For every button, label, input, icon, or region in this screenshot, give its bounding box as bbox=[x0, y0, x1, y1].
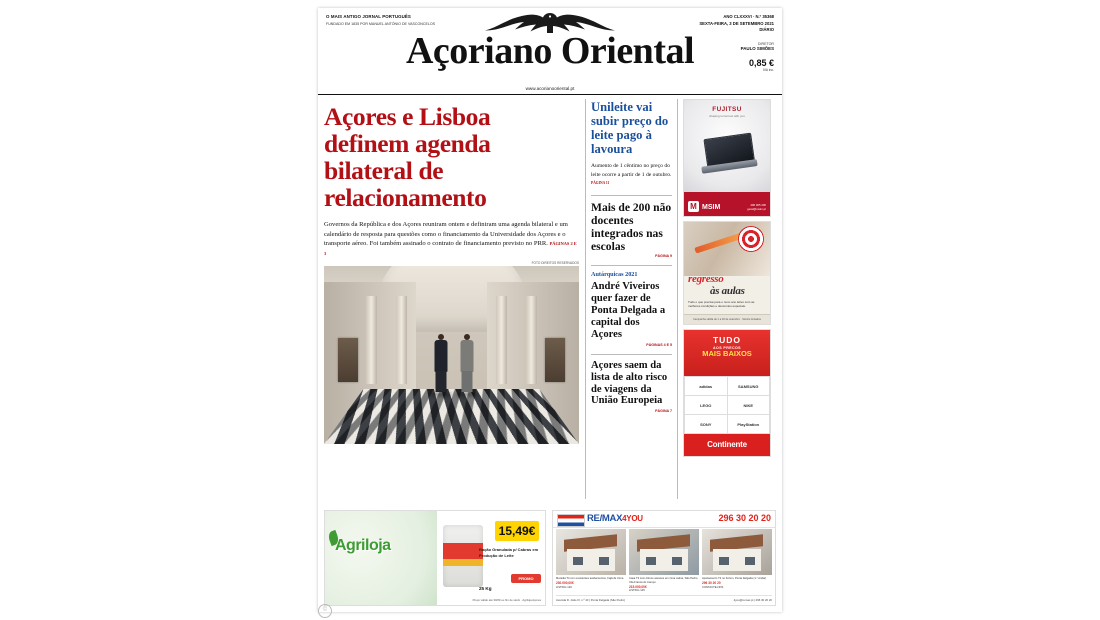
lead-standfirst bbox=[324, 220, 579, 258]
msim-name: MSIM bbox=[702, 204, 721, 211]
ad-regresso-footer: Campanha válida de 1 a 30 de setembro · Stocks limitados bbox=[684, 314, 770, 324]
story-unileite-headline[interactable]: Unileite vai subir preço do leite pago à lavoura bbox=[591, 100, 669, 156]
listing-3-price: 296 30 20 20 bbox=[702, 580, 721, 585]
target-icon bbox=[738, 226, 764, 252]
brand-cell: SAMSUNG bbox=[728, 377, 770, 395]
listing-1 bbox=[556, 577, 626, 593]
fujitsu-brand: FUJITSU bbox=[712, 106, 742, 113]
director-label: DIRETOR bbox=[757, 42, 774, 46]
remax-phone[interactable]: 296 30 20 20 bbox=[718, 513, 771, 523]
pillar bbox=[396, 296, 407, 384]
remax-brand-suffix: 4YOU bbox=[622, 514, 643, 523]
ad-remax[interactable] bbox=[552, 510, 776, 606]
copyright-mark: © bbox=[318, 604, 332, 618]
masthead-year: ANO CLXXXVI · N.º 35368 bbox=[723, 14, 774, 19]
remax-logo-icon bbox=[557, 514, 585, 527]
fujitsu-tagline: shaping tomorrow with you bbox=[709, 114, 745, 118]
ad-regresso-title-2: às aulas bbox=[710, 285, 745, 297]
remax-brand bbox=[587, 513, 643, 524]
ad-continente-logo: Continente bbox=[684, 434, 770, 456]
brand-cell: PlayStation bbox=[728, 415, 770, 433]
property-photo bbox=[702, 529, 772, 575]
ad-continente-brand-grid bbox=[684, 376, 770, 434]
property-photo bbox=[556, 529, 626, 575]
photo-credit: FOTO DIREITOS RESERVADOS bbox=[531, 261, 579, 266]
ad-regresso-title bbox=[688, 274, 766, 297]
ad-continente[interactable] bbox=[683, 329, 771, 457]
director-name: PAULO SIMÕES bbox=[740, 46, 774, 51]
story-docentes-headline[interactable]: Mais de 200 não docentes integrados nas escolas bbox=[591, 200, 672, 253]
ad-agriloja[interactable] bbox=[324, 510, 546, 606]
agriloja-price: 15,49€ bbox=[495, 521, 539, 541]
property-photo bbox=[629, 529, 699, 575]
ad-agriloja-bg bbox=[325, 511, 437, 605]
agriloja-tag: PROMO bbox=[511, 574, 541, 583]
brand-cell: SONY bbox=[685, 415, 727, 433]
listing-3 bbox=[702, 577, 772, 593]
newspaper-front-page bbox=[318, 8, 782, 612]
pencil-icon bbox=[694, 232, 743, 253]
pillar bbox=[496, 296, 507, 384]
secondary-stories-column bbox=[586, 99, 678, 499]
brand-cell: adidas bbox=[685, 377, 727, 395]
masthead-left-info bbox=[326, 14, 436, 27]
ad-regresso-photo bbox=[684, 222, 770, 276]
msim-dealer bbox=[688, 201, 720, 212]
ad-regresso-title-1: regresso bbox=[688, 273, 724, 285]
ad-continente-line3: MAIS BAIXOS bbox=[702, 348, 752, 358]
story-autarquicas-kicker: Autárquicas 2021 bbox=[591, 271, 638, 279]
remax-listing-photos bbox=[556, 529, 772, 575]
remax-address: Avenida D. João IV, n.º 43 | Ponta Delgada (São Pedro) bbox=[556, 598, 626, 602]
listing-3-ref: CONTACTE-NOS bbox=[702, 585, 724, 589]
feed-bag-image bbox=[443, 525, 483, 587]
agriloja-footer: Preço válido até 30/09 ou fim de stock · Agriloja Açores bbox=[472, 598, 541, 602]
ad-remax-header bbox=[553, 511, 775, 528]
masthead bbox=[318, 8, 782, 95]
listing-1-price: 230.000,00€ bbox=[556, 580, 574, 585]
msim-initial: M bbox=[688, 201, 699, 212]
advertising-column bbox=[678, 99, 776, 499]
cover-price-note: IVA inc. bbox=[762, 68, 774, 72]
ad-regresso-subtitle: Tudo o que precisa para o novo ano letivo com as melhores condições e descontos especiais. bbox=[688, 300, 755, 309]
ad-continente-line2: AOS PRECOS bbox=[713, 345, 741, 350]
lead-headline[interactable]: Açores e Lisboa definem agenda bilateral de relacionamento bbox=[324, 102, 491, 213]
remax-email[interactable]: 4you@remax.pt | 296 30 20 20 bbox=[733, 598, 772, 602]
ad-fujitsu-footer bbox=[684, 192, 770, 216]
listing-1-desc: Moradia T4 com excelentes acabamentos, Fajã de Cima bbox=[556, 577, 624, 580]
pillar bbox=[366, 296, 377, 384]
checkered-floor-overlay bbox=[324, 389, 579, 444]
listing-2 bbox=[629, 577, 699, 593]
brand-cell: NIKE bbox=[728, 396, 770, 414]
story-unileite-lede-text: Aumento de 1 cêntimo no preço do leite ocorre a partir de 1 de outubro. bbox=[591, 163, 672, 178]
msim-contact bbox=[747, 203, 766, 211]
story-unileite-lede bbox=[591, 162, 672, 187]
remax-listing-details bbox=[556, 577, 772, 593]
cover-price: 0,85 € bbox=[748, 58, 774, 68]
listing-2-ref: LISTING 145 bbox=[629, 589, 645, 593]
agriloja-product: Ração Granulada p/ Cabras em Produção de Leite bbox=[479, 547, 539, 558]
ad-fujitsu-photo bbox=[684, 100, 770, 192]
masthead-founded: FUNDADO EM 1835 POR MANUEL ANTÓNIO DE VASCONCELOS bbox=[326, 21, 436, 26]
msim-email: geral@msim.pt bbox=[747, 206, 766, 211]
door bbox=[545, 338, 565, 382]
lead-page-ref: PÁGINAS 2 E 3 bbox=[324, 241, 577, 256]
story-autarquicas-page-ref: PÁGINAS 4 E 5 bbox=[646, 342, 672, 347]
agriloja-brand: Agriloja bbox=[335, 537, 391, 554]
lead-standfirst-text: Governos da República e dos Açores reuniram ontem e definiram uma agenda bilateral e um calendário de resposta para questões como o financiamento da Universidade dos Açores e o transporte aéreo. Foi também assinado o contrato de financiamento previsto no PRR. bbox=[324, 221, 568, 248]
story-autarquicas-headline[interactable]: André Viveiros quer fazer de Ponta Delgada a capital dos Açores bbox=[591, 281, 666, 340]
lead-photo bbox=[324, 266, 579, 444]
masthead-date: SEXTA-FEIRA, 3 DE SETEMBRO 2021 bbox=[699, 20, 774, 26]
website-url[interactable]: www.acorianooriental.pt bbox=[525, 86, 575, 91]
listing-1-ref: LISTING 129 bbox=[556, 585, 572, 589]
paper-title-wrap bbox=[318, 32, 782, 70]
ad-fujitsu[interactable] bbox=[683, 99, 771, 217]
person-figure bbox=[458, 334, 476, 392]
front-page-columns bbox=[318, 95, 782, 499]
masthead-tagline: O MAIS ANTIGO JORNAL PORTUGUÊS bbox=[326, 14, 411, 19]
divider bbox=[591, 195, 672, 196]
brand-cell: LEGO bbox=[685, 396, 727, 414]
ad-remax-footer bbox=[556, 595, 772, 604]
agriloja-weight: 25 Kg bbox=[479, 586, 492, 591]
listing-2-desc: Casa T3 com ótimos acessos em zona calma, São Pedro, Vila Franca do Campo bbox=[629, 577, 699, 584]
bottom-advert-strip bbox=[324, 510, 776, 606]
ad-regresso-as-aulas[interactable] bbox=[683, 221, 771, 325]
story-unileite-page-ref: PÁGINA 11 bbox=[591, 181, 610, 186]
story-docentes-page-ref: PÁGINA 9 bbox=[655, 254, 672, 259]
msim-phone: 296 305 200 bbox=[750, 202, 766, 207]
listing-2-price: 215.000,00€ bbox=[629, 584, 647, 589]
page-title: Açoriano Oriental bbox=[405, 30, 695, 72]
pillar bbox=[526, 296, 537, 384]
ad-continente-line1: TUDO bbox=[712, 335, 742, 345]
masthead-edition: DIÁRIO bbox=[759, 27, 774, 32]
remax-brand-text: RE/MAX bbox=[587, 513, 623, 524]
ad-continente-claim bbox=[684, 336, 770, 358]
story-viagens-headline[interactable]: Açores saem da lista de alto risco de viagens da União Europeia bbox=[591, 359, 668, 407]
ad-continente-banner bbox=[684, 330, 770, 376]
listing-3-desc: Apartamento T2 no Fórum, Ponta Delgada (1.º Andar) bbox=[702, 577, 767, 580]
divider bbox=[591, 354, 672, 355]
person-figure bbox=[432, 334, 450, 392]
divider bbox=[591, 265, 672, 266]
story-viagens-page-ref: PÁGINA 7 bbox=[655, 409, 672, 414]
laptop-icon bbox=[697, 132, 758, 179]
lead-story-column bbox=[324, 99, 586, 499]
corridor-scene bbox=[324, 266, 579, 444]
door bbox=[338, 338, 358, 382]
